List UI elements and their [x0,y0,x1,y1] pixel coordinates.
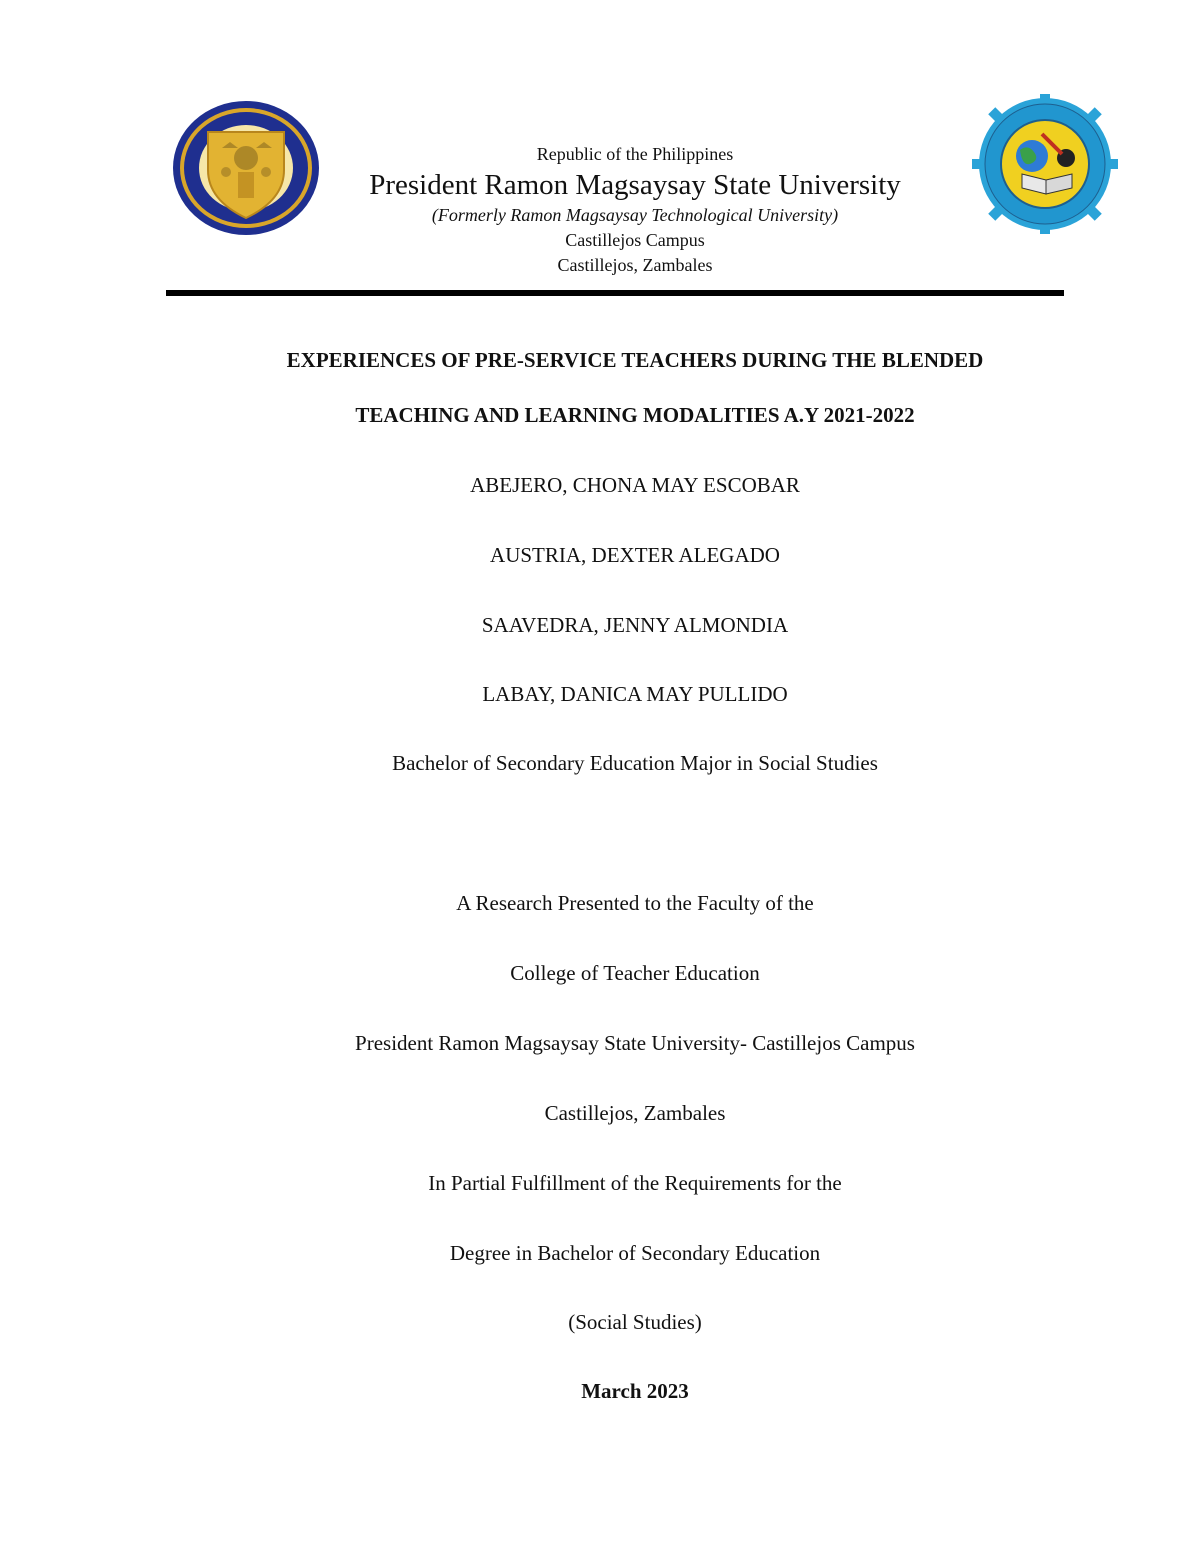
presentation-line: President Ramon Magsaysay State University- Castillejos Campus [355,1031,915,1055]
title-line-1: EXPERIENCES OF PRE-SERVICE TEACHERS DURING THE BLENDED [286,348,984,372]
header-divider [166,290,1064,296]
header-location: Castillejos, Zambales [557,255,713,275]
presentation-line: A Research Presented to the Faculty of the [456,891,814,915]
presentation-line: Degree in Bachelor of Secondary Education [449,1241,821,1265]
author-name: ABEJERO, CHONA MAY ESCOBAR [470,473,800,497]
submission-date: March 2023 [581,1379,689,1403]
header-campus: Castillejos Campus [565,230,705,250]
header-formerly: (Formerly Ramon Magsaysay Technological University) [431,205,839,225]
author-name: LABAY, DANICA MAY PULLIDO [482,682,788,706]
header-country: Republic of the Philippines [536,144,734,164]
title-line-2: TEACHING AND LEARNING MODALITIES A.Y 2021-2022 [355,403,915,427]
program-name: Bachelor of Secondary Education Major in Social Studies [392,751,878,775]
presentation-line: Castillejos, Zambales [544,1101,726,1125]
presentation-line: In Partial Fulfillment of the Requirements for the [428,1171,842,1195]
author-name: SAAVEDRA, JENNY ALMONDIA [481,613,789,637]
presentation-line: College of Teacher Education [510,961,760,985]
prmsu-seal-icon [172,100,320,236]
author-name: AUSTRIA, DEXTER ALEGADO [490,543,780,567]
header-university: President Ramon Magsaysay State University [369,169,901,201]
college-of-education-seal-icon [972,94,1118,234]
presentation-line: (Social Studies) [568,1310,702,1334]
